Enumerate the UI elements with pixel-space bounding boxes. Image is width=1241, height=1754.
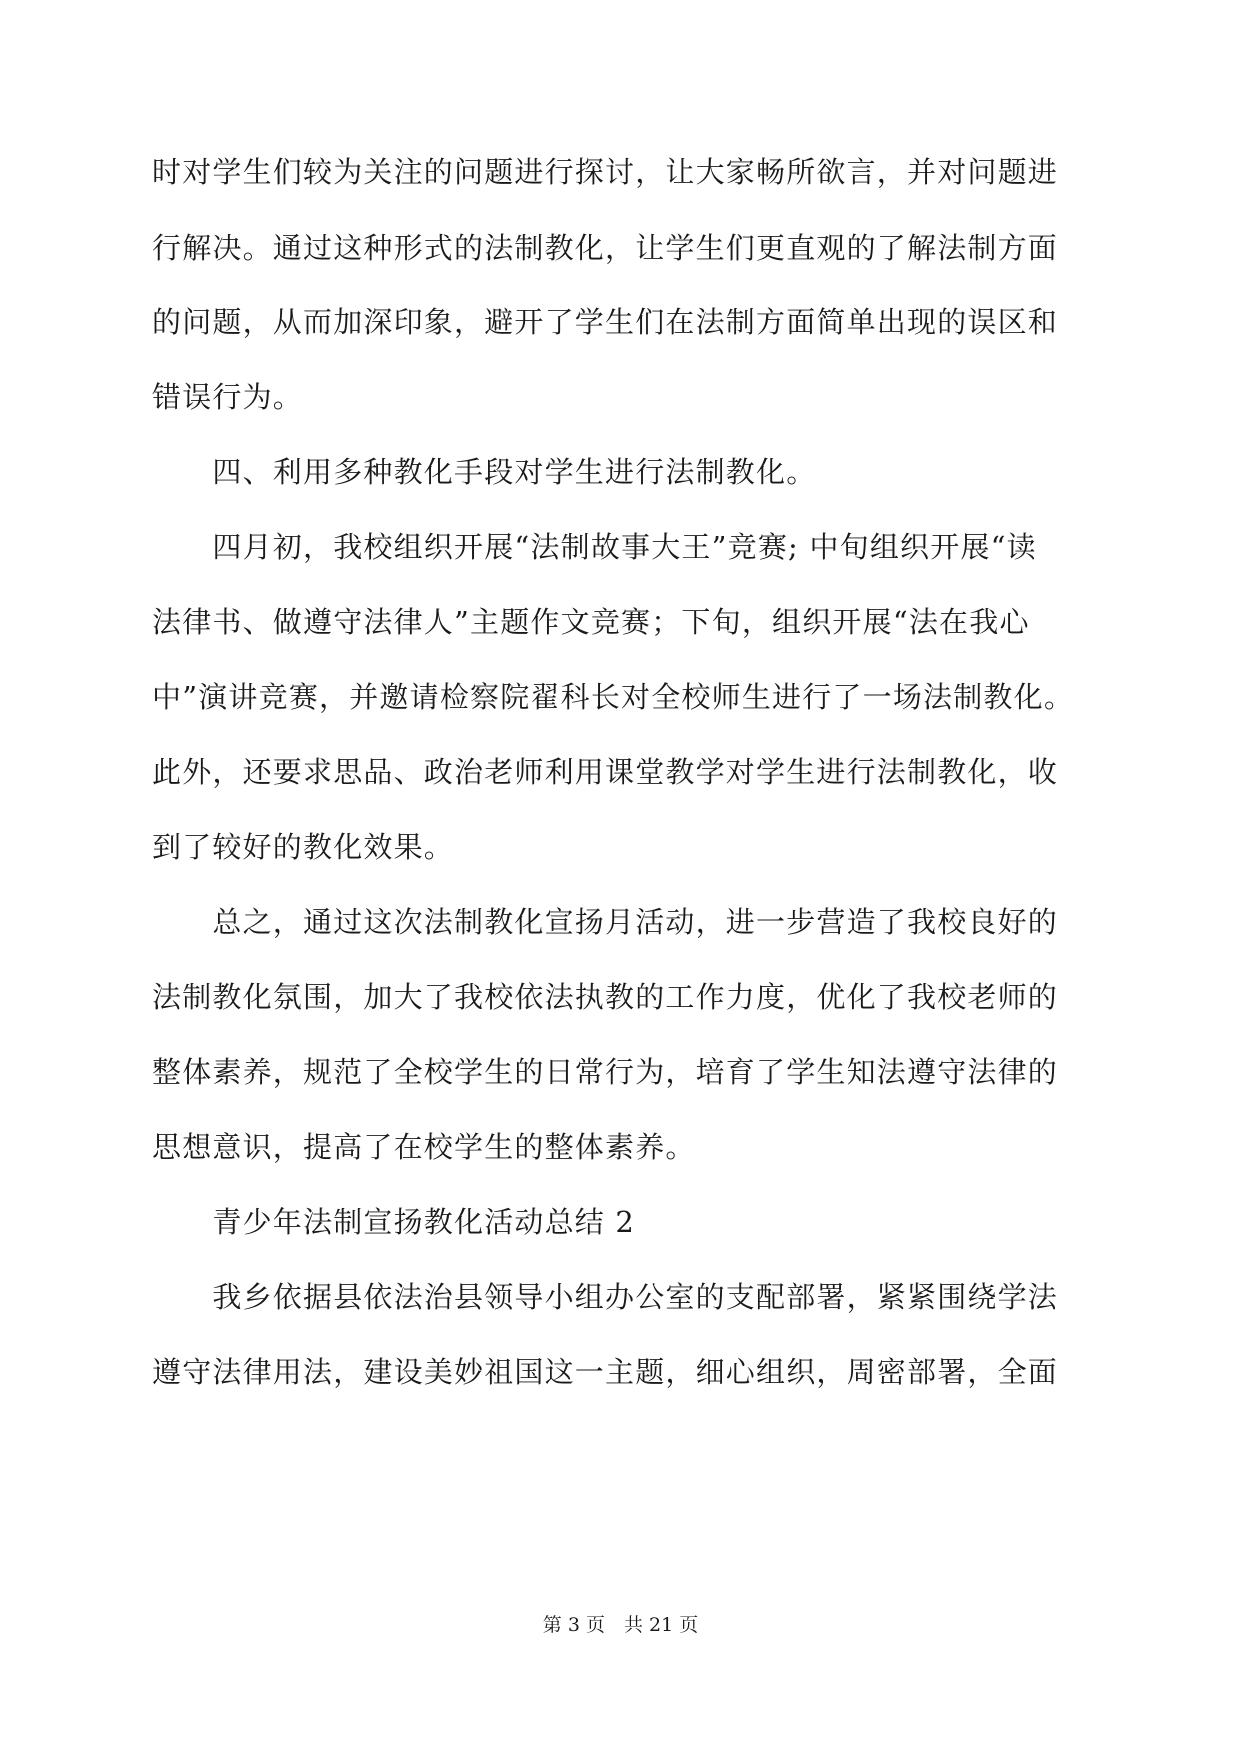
body-text-line: 中”演讲竞赛，并邀请检察院翟科长对全校师生进行了一场法制教化。 — [152, 680, 1075, 714]
body-text-line: 总之，通过这次法制教化宣扬月活动，进一步营造了我校良好的 — [152, 905, 1059, 939]
body-text-line: 四月初，我校组织开展“法制故事大王”竞赛; 中旬组织开展“读 — [152, 530, 1037, 564]
page-footer: 第 3 页 共 21 页 — [542, 1614, 699, 1636]
body-text-line: 此外，还要求思品、政治老师利用课堂教学对学生进行法制教化，收 — [152, 755, 1059, 789]
body-text-line: 错误行为。 — [152, 380, 304, 414]
section-title: 青少年法制宣扬教化活动总结 2 — [152, 1205, 636, 1239]
body-text-line: 法律书、做遵守法律人”主题作文竞赛；下旬，组织开展“法在我心 — [152, 605, 1030, 639]
body-text-line: 遵守法律用法，建设美妙祖国这一主题，细心组织，周密部署，全面 — [152, 1355, 1059, 1389]
body-text-line: 时对学生们较为关注的问题进行探讨，让大家畅所欲言，并对问题进 — [152, 155, 1059, 189]
body-text-line: 我乡依据县依法治县领导小组办公室的支配部署，紧紧围绕学法 — [152, 1280, 1059, 1314]
section-heading: 四、利用多种教化手段对学生进行法制教化。 — [152, 455, 817, 489]
body-text-line: 法制教化氛围，加大了我校依法执教的工作力度，优化了我校老师的 — [152, 980, 1059, 1014]
body-text-line: 整体素养，规范了全校学生的日常行为，培育了学生知法遵守法律的 — [152, 1055, 1059, 1089]
body-text-line: 的问题，从而加深印象，避开了学生们在法制方面简单出现的误区和 — [152, 305, 1059, 339]
body-text-line: 到了较好的教化效果。 — [152, 830, 455, 864]
body-text-line: 思想意识，提高了在校学生的整体素养。 — [152, 1130, 696, 1164]
body-text-line: 行解决。通过这种形式的法制教化，让学生们更直观的了解法制方面 — [152, 231, 1059, 265]
